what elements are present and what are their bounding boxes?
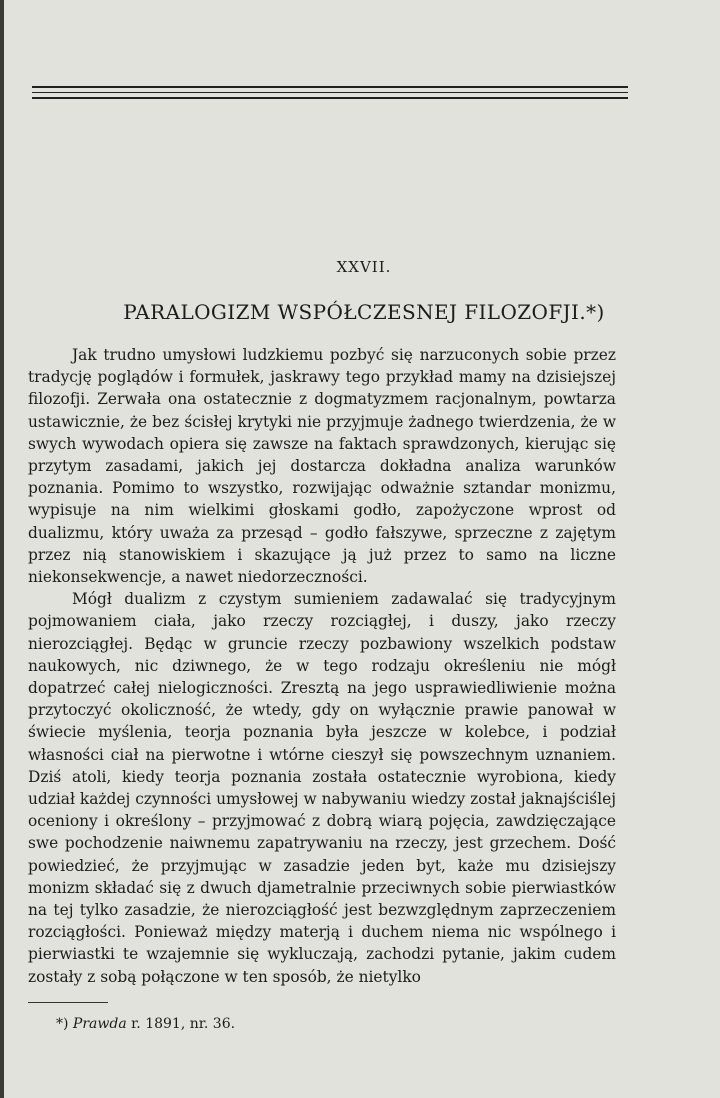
paragraph-2: Mógł dualizm z czystym sumieniem zadawalać się tradycyjnym pojmowaniem ciała, jako rzeczy rozciągłej, i duszy, jako rzeczy nierozciągłej. Będąc w gruncie rzeczy pozbawiony wszelkich podstaw naukowych, nic dziwnego, że w tego rodzaju określeniu nie mógł dopatrzeć całej nielogiczności. Zresztą na jego usprawiedliwienie można przytoczyć okoliczność, że wtedy, gdy on wyłącznie prawie panował w świecie myślenia, teorja poznania była jeszcze w kolebce, i podział własności ciał na pierwotne i wtórne cieszył się powszechnym uznaniem. Dziś atoli, kiedy teorja poznania została ostatecznie wyrobiona, kiedy udział każdej czynności umysłowej w nabywaniu wiedzy został jaknajściślej oceniony i określony – przyjmować z dobrą wiarą pojęcia, zawdzięczające swe pochodzenie naiwnemu zapatrywaniu na rzeczy, jest grzechem. Dość powiedzieć, że przyjmując w zasadzie jeden byt, każe mu dzisiejszy monizm składać się z dwuch djametralnie przeciwnych sobie pierwiastków na tej tylko zasadzie, że nierozciągłość jest bezwzględnym zaprzeczeniem rozciągłości. Ponieważ między materją i duchem niema nic wspólnego i pierwiastki te wzajemnie się wykluczają, zachodzi pytanie, jakim cudem zostały z sobą połączone w ten sposób, że nietylko — [28, 590, 616, 986]
header-rules — [32, 86, 628, 103]
footnote-rest: r. 1891, nr. 36. — [126, 1016, 236, 1032]
chapter-title: PARALOGIZM WSPÓŁCZESNEJ FILOZOFJI.*) — [123, 300, 605, 324]
body-text — [28, 344, 616, 988]
footnote-source: Prawda — [72, 1016, 127, 1032]
chapter-number: XXVII. — [336, 258, 392, 276]
paragraph-1: Jak trudno umysłowi ludzkiemu pozbyć się narzuconych sobie przez tradycję poglądów i formułek, jaskrawy tego przykład mamy na dzisiejszej filozofji. Zerwała ona ostatecznie z dogmatyzmem racjonalnym, powtarza ustawicznie, że bez ścisłej krytyki nie przyjmuje żadnego twierdzenia, że w swych wywodach opiera się zawsze na faktach sprawdzonych, kierując się przytym zasadami, jakich jej dostarcza dokładna analiza warunków poznania. Pomimo to wszystko, rozwijając odważnie sztandar monizmu, wypisuje na nim wielkimi głoskami godło, zapożyczone wprost od dualizmu, który uważa za przesąd – godło fałszywe, sprzeczne z zajętym przez nią stanowiskiem i skazujące ją już przez to samo na liczne niekonsekwencje, a nawet niedorzeczności. — [28, 346, 616, 587]
header-rule-top — [32, 86, 628, 88]
header-rule-bottom — [32, 97, 628, 99]
footnote-rule — [28, 1002, 108, 1003]
footnote-marker: *) — [56, 1016, 69, 1032]
footnote — [56, 1016, 235, 1032]
header-rule-middle — [32, 92, 628, 93]
